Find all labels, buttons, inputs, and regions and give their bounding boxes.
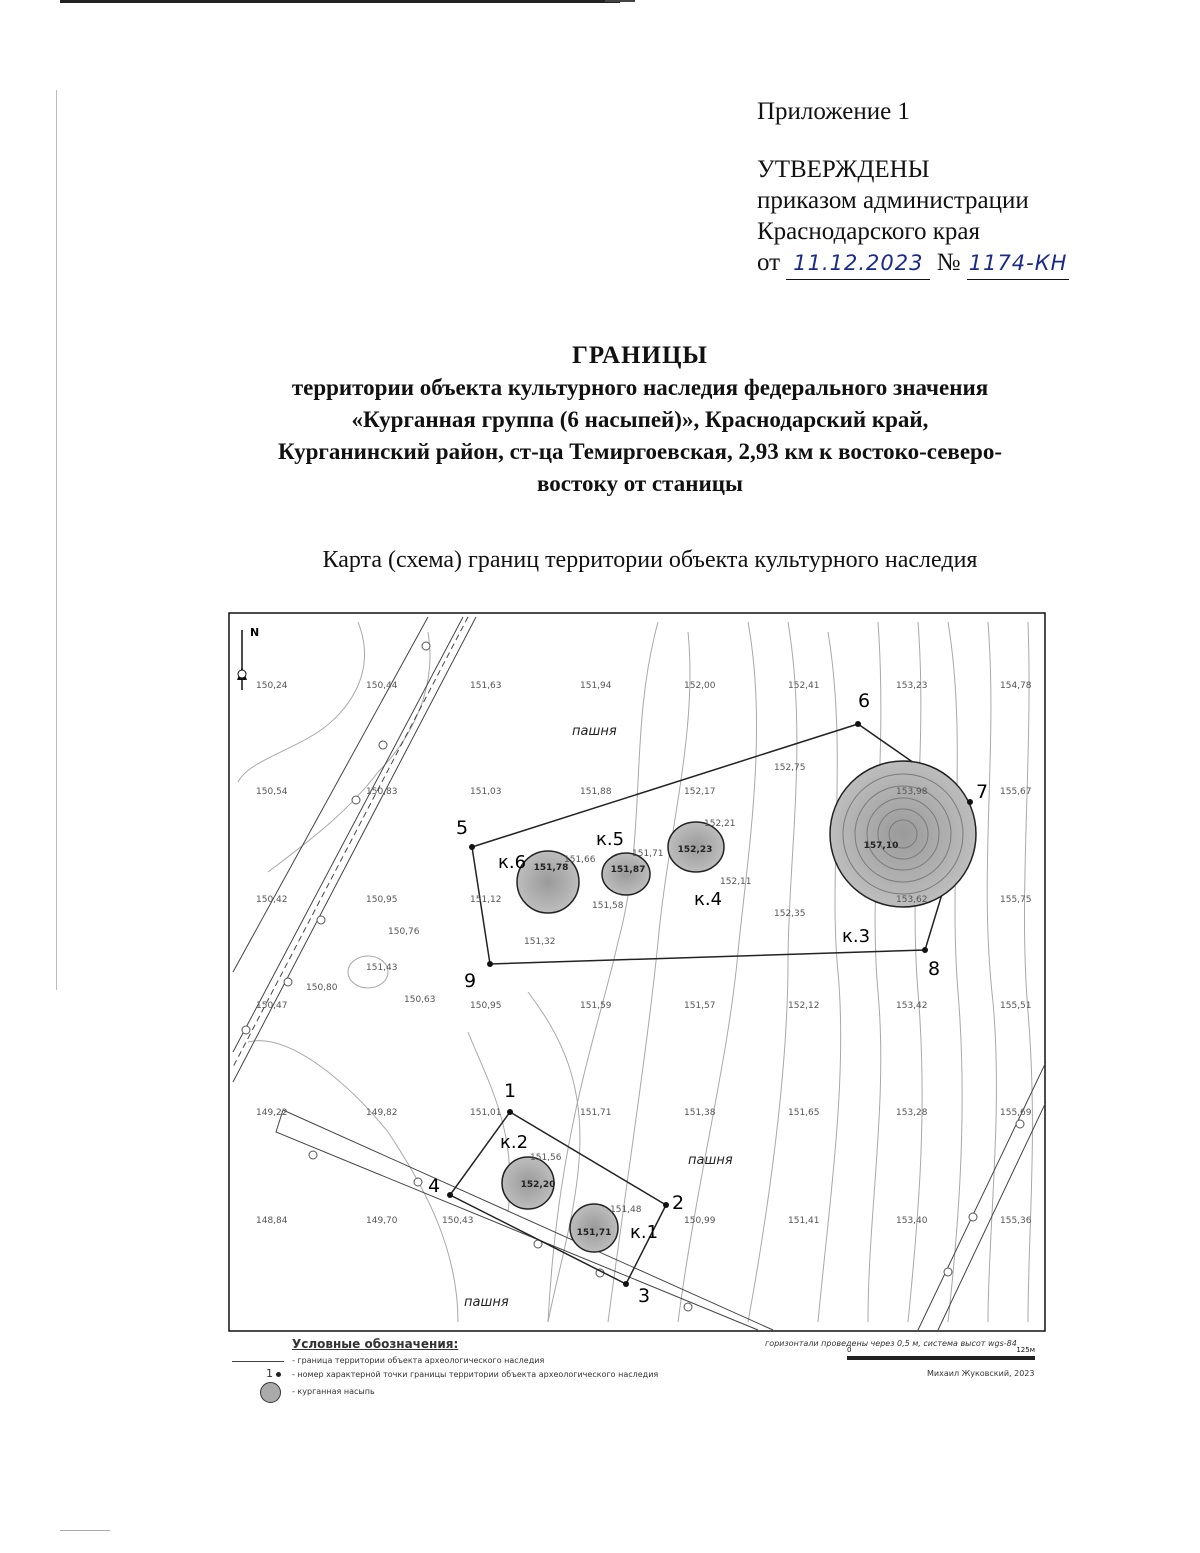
spot-height-label: 151,43 bbox=[366, 963, 398, 973]
spot-height-label: 151,94 bbox=[580, 681, 612, 691]
mound-height-label: 152,20 bbox=[520, 1180, 556, 1190]
spot-height-label: 151,58 bbox=[592, 901, 624, 911]
spot-height-label: 152,00 bbox=[684, 681, 716, 691]
mound-height-label: 157,10 bbox=[863, 841, 899, 851]
spot-height-label: 153,62 bbox=[896, 895, 928, 905]
spot-height-label: 153,42 bbox=[896, 1001, 928, 1011]
spot-height-label: 150,99 bbox=[684, 1216, 716, 1226]
order-date-line bbox=[757, 247, 1069, 280]
spot-height-label: 151,88 bbox=[580, 787, 612, 797]
title-line-4: востоку от станицы bbox=[537, 471, 743, 496]
boundary-point-label: 8 bbox=[928, 958, 941, 980]
spot-height-label: 155,36 bbox=[1000, 1216, 1032, 1226]
spot-height-label: 151,48 bbox=[610, 1205, 642, 1215]
spot-height-label: 151,01 bbox=[470, 1108, 502, 1118]
title-line-2: «Курганная группа (6 насыпей)», Краснодарский край, bbox=[351, 407, 929, 432]
mound-label: к.2 bbox=[500, 1132, 529, 1153]
spot-height-label: 151,63 bbox=[470, 681, 502, 691]
legend-mound-text: - курганная насыпь bbox=[292, 1387, 375, 1396]
contour-note: горизонтали проведены через 0,5 м, система высот wgs-84 bbox=[765, 1339, 1017, 1348]
title-line-1: территории объекта культурного наследия федерального значения bbox=[291, 375, 989, 400]
date-prefix: от bbox=[757, 249, 781, 276]
point-number-symbol bbox=[230, 1368, 285, 1382]
spot-height-label: 150,76 bbox=[388, 927, 420, 937]
spot-height-label: 153,23 bbox=[896, 681, 928, 691]
spot-height-label: 151,71 bbox=[580, 1108, 612, 1118]
mound-circle-icon bbox=[260, 1382, 281, 1403]
spot-height-label: 151,56 bbox=[530, 1153, 562, 1163]
title-line-3: Курганинский район, ст-ца Темиргоевская, 2,93 км к востоко-северо- bbox=[277, 439, 1003, 464]
approved-label: УТВЕРЖДЕНЫ bbox=[757, 156, 930, 183]
spot-height-label: 150,95 bbox=[366, 895, 398, 905]
spot-height-label: 151,57 bbox=[684, 1001, 716, 1011]
mound-height-label: 151,71 bbox=[576, 1228, 612, 1238]
boundary-line-symbol bbox=[230, 1354, 285, 1368]
mound-label: к.1 bbox=[630, 1222, 659, 1243]
land-use-label: пашня bbox=[688, 1153, 733, 1168]
handwritten-date: 11.12.2023 bbox=[786, 248, 930, 280]
spot-height-label: 149,82 bbox=[366, 1108, 398, 1118]
boundary-point-label: 1 bbox=[504, 1080, 517, 1102]
approved-by-line2: Краснодарского края bbox=[757, 218, 980, 245]
spot-height-label: 154,78 bbox=[1000, 681, 1032, 691]
scale-bar bbox=[847, 1346, 1035, 1361]
spot-height-label: 153,40 bbox=[896, 1216, 928, 1226]
spot-height-label: 155,69 bbox=[1000, 1108, 1032, 1118]
spot-height-label: 151,32 bbox=[524, 937, 556, 947]
spot-height-label: 149,22 bbox=[256, 1108, 288, 1118]
spot-height-label: 150,63 bbox=[404, 995, 436, 1005]
legend-point-symbol-number: 1 bbox=[266, 1367, 273, 1380]
spot-height-label: 150,43 bbox=[442, 1216, 474, 1226]
spot-height-label: 151,38 bbox=[684, 1108, 716, 1118]
spot-height-label: 150,80 bbox=[306, 983, 338, 993]
spot-height-label: 149,70 bbox=[366, 1216, 398, 1226]
spot-height-label: 150,42 bbox=[256, 895, 288, 905]
scale-end-label: 125м bbox=[1016, 1346, 1035, 1354]
spot-height-label: 153,28 bbox=[896, 1108, 928, 1118]
spot-height-label: 152,41 bbox=[788, 681, 820, 691]
point-dot-icon bbox=[276, 1372, 281, 1377]
mound-symbol bbox=[230, 1385, 285, 1399]
boundary-map bbox=[228, 612, 1046, 1332]
spot-height-label: 151,59 bbox=[580, 1001, 612, 1011]
boundary-point-label: 7 bbox=[976, 781, 989, 803]
spot-height-label: 150,44 bbox=[366, 681, 398, 691]
north-label: N bbox=[250, 626, 260, 639]
boundary-point-label: 2 bbox=[672, 1192, 685, 1214]
mound-height-label: 151,78 bbox=[533, 863, 569, 873]
spot-height-label: 152,35 bbox=[774, 909, 806, 919]
scan-mark-bottom bbox=[60, 1530, 110, 1531]
spot-height-label: 150,24 bbox=[256, 681, 288, 691]
spot-height-label: 151,71 bbox=[632, 849, 664, 859]
spot-height-label: 155,75 bbox=[1000, 895, 1032, 905]
number-sign: № bbox=[936, 249, 961, 276]
approved-by-line1: приказом администрации bbox=[757, 187, 1029, 214]
handwritten-order-number: 1174-КН bbox=[967, 248, 1069, 280]
spot-height-label: 151,03 bbox=[470, 787, 502, 797]
mound-label: к.4 bbox=[694, 889, 723, 910]
document-title bbox=[200, 340, 1080, 500]
mound-height-label: 152,23 bbox=[677, 845, 713, 855]
spot-height-label: 155,67 bbox=[1000, 787, 1032, 797]
spot-height-label: 151,66 bbox=[564, 855, 596, 865]
spot-height-label: 151,41 bbox=[788, 1216, 820, 1226]
spot-height-label: 152,11 bbox=[720, 877, 752, 887]
mound-label: к.6 bbox=[498, 852, 527, 873]
spot-height-label: 152,17 bbox=[684, 787, 716, 797]
legend-title: Условные обозначения: bbox=[292, 1337, 459, 1351]
scan-border-top bbox=[60, 0, 620, 3]
spot-height-label: 151,12 bbox=[470, 895, 502, 905]
land-use-label: пашня bbox=[464, 1295, 509, 1310]
mound-label: к.5 bbox=[596, 829, 625, 850]
mound-3 bbox=[830, 761, 976, 907]
land-use-label: пашня bbox=[572, 724, 617, 739]
legend-point-text: - номер характерной точки границы территории объекта археологического наследия bbox=[292, 1370, 659, 1379]
spot-height-label: 152,12 bbox=[788, 1001, 820, 1011]
mound-height-label: 151,87 bbox=[610, 865, 646, 875]
spot-height-label: 148,84 bbox=[256, 1216, 288, 1226]
approval-block bbox=[757, 96, 1069, 280]
spot-height-label: 150,83 bbox=[366, 787, 398, 797]
boundary-point-label: 5 bbox=[456, 817, 469, 839]
map-author: Михаил Жуковский, 2023 bbox=[927, 1369, 1035, 1378]
mound-label: к.3 bbox=[842, 926, 871, 947]
scale-start-label: 0 bbox=[847, 1346, 852, 1354]
title-main: ГРАНИЦЫ bbox=[572, 342, 708, 369]
spot-height-label: 150,95 bbox=[470, 1001, 502, 1011]
spot-height-label: 150,54 bbox=[256, 787, 288, 797]
scan-border-top-fragment bbox=[605, 0, 635, 2]
spot-height-label: 150,47 bbox=[256, 1001, 288, 1011]
legend-boundary-text: - граница территории объекта археологического наследия bbox=[292, 1356, 545, 1365]
appendix-label: Приложение 1 bbox=[757, 98, 910, 125]
boundary-point-label: 3 bbox=[638, 1285, 651, 1307]
boundary-point-label: 9 bbox=[464, 970, 477, 992]
scan-edge-left bbox=[56, 90, 57, 990]
map-caption: Карта (схема) границ территории объекта культурного наследия bbox=[322, 547, 978, 573]
map-legend bbox=[230, 1337, 1050, 1407]
spot-height-label: 153,98 bbox=[896, 787, 928, 797]
spot-height-label: 152,21 bbox=[704, 819, 736, 829]
spot-height-label: 152,75 bbox=[774, 763, 806, 773]
boundary-point-label: 4 bbox=[428, 1175, 441, 1197]
spot-height-label: 155,51 bbox=[1000, 1001, 1032, 1011]
boundary-point-label: 6 bbox=[858, 690, 871, 712]
scale-bar-graphic bbox=[847, 1356, 1035, 1360]
spot-height-label: 151,65 bbox=[788, 1108, 820, 1118]
